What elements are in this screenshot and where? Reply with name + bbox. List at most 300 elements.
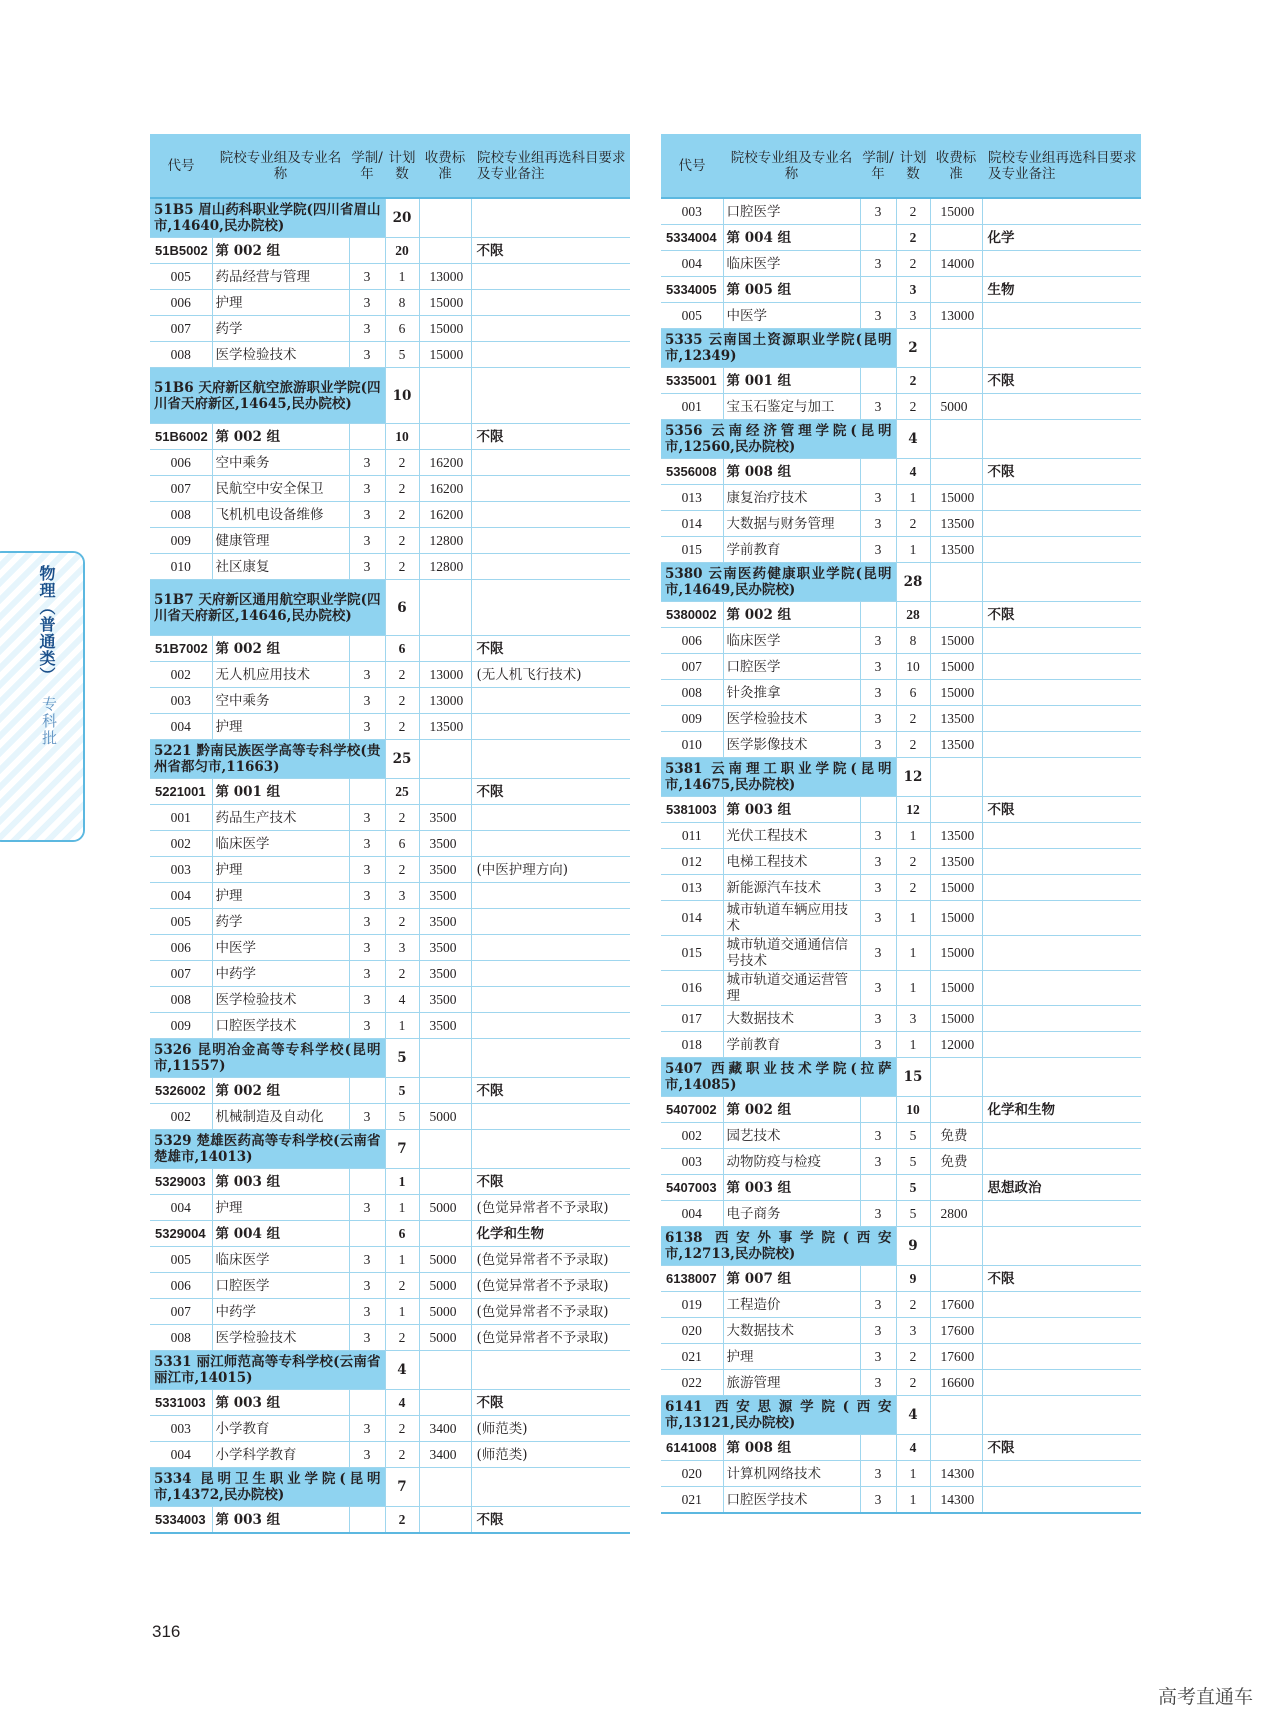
group-plan: 3 <box>896 277 930 303</box>
major-name: 药学 <box>212 909 349 935</box>
major-years: 3 <box>349 476 385 502</box>
major-plan: 2 <box>385 909 419 935</box>
major-code: 004 <box>150 714 212 740</box>
school-fee-empty <box>930 420 982 459</box>
school-fee-empty <box>930 758 982 797</box>
major-note <box>471 935 630 961</box>
major-years: 3 <box>349 1104 385 1130</box>
major-code: 009 <box>661 706 723 732</box>
school-name: 5334 昆明卫生职业学院(昆明市,14372,民办院校) <box>150 1468 385 1507</box>
school-row <box>150 1130 630 1169</box>
group-fee-empty <box>930 602 982 628</box>
group-plan: 9 <box>896 1266 930 1292</box>
group-name: 第 002 组 <box>212 1078 349 1104</box>
group-code: 51B6002 <box>150 424 212 450</box>
major-note <box>982 706 1141 732</box>
major-years: 3 <box>860 303 896 329</box>
school-row <box>661 420 1141 459</box>
left-admission-table <box>150 134 630 1534</box>
major-name: 大数据与财务管理 <box>723 511 860 537</box>
group-code: 6138007 <box>661 1266 723 1292</box>
side-tab-subject: 物理（普通类） <box>37 565 56 684</box>
major-code: 007 <box>150 476 212 502</box>
group-requirement: 思想政治 <box>982 1175 1141 1201</box>
major-name: 康复治疗技术 <box>723 485 860 511</box>
major-code: 006 <box>150 450 212 476</box>
group-requirement: 不限 <box>982 602 1141 628</box>
major-fee: 3400 <box>419 1442 471 1468</box>
major-code: 006 <box>150 1273 212 1299</box>
group-plan: 10 <box>896 1097 930 1123</box>
school-row <box>661 758 1141 797</box>
school-note-empty <box>471 580 630 636</box>
major-fee: 免费 <box>930 1149 982 1175</box>
major-plan: 2 <box>385 554 419 580</box>
group-requirement: 不限 <box>982 459 1141 485</box>
major-fee: 2800 <box>930 1201 982 1227</box>
major-note <box>982 198 1141 225</box>
group-name: 第 008 组 <box>723 1435 860 1461</box>
major-code: 006 <box>661 628 723 654</box>
major-name: 无人机应用技术 <box>212 662 349 688</box>
major-note <box>471 264 630 290</box>
school-fee-empty <box>930 1227 982 1266</box>
group-fee-empty <box>419 424 471 450</box>
major-code: 005 <box>150 264 212 290</box>
major-note <box>471 342 630 368</box>
major-note <box>471 831 630 857</box>
major-plan: 5 <box>896 1201 930 1227</box>
major-plan: 2 <box>896 732 930 758</box>
major-fee: 15000 <box>930 875 982 901</box>
major-plan: 6 <box>896 680 930 706</box>
major-code: 002 <box>150 1104 212 1130</box>
major-plan: 2 <box>896 511 930 537</box>
group-fee-empty <box>930 225 982 251</box>
major-note <box>982 1149 1141 1175</box>
school-name: 5326 昆明冶金高等专科学校(昆明市,11557) <box>150 1039 385 1078</box>
major-row <box>661 706 1141 732</box>
school-plan: 15 <box>896 1058 930 1097</box>
major-fee: 3500 <box>419 831 471 857</box>
school-name: 5380 云南医药健康职业学院(昆明市,14649,民办院校) <box>661 563 896 602</box>
group-row <box>150 1390 630 1416</box>
group-fee-empty <box>930 1097 982 1123</box>
group-fee-empty <box>419 1507 471 1534</box>
group-years-empty <box>349 1507 385 1534</box>
major-note <box>982 1201 1141 1227</box>
right-admission-table <box>661 134 1141 1514</box>
major-years: 3 <box>349 805 385 831</box>
group-code: 5381003 <box>661 797 723 823</box>
major-name: 飞机机电设备维修 <box>212 502 349 528</box>
major-row <box>150 316 630 342</box>
group-years-empty <box>349 1169 385 1195</box>
major-row <box>150 805 630 831</box>
major-plan: 4 <box>385 987 419 1013</box>
major-name: 计算机网络技术 <box>723 1461 860 1487</box>
major-name: 新能源汽车技术 <box>723 875 860 901</box>
major-name: 医学检验技术 <box>212 342 349 368</box>
major-name: 护理 <box>212 857 349 883</box>
group-years-empty <box>860 225 896 251</box>
major-row <box>661 823 1141 849</box>
major-name: 大数据技术 <box>723 1006 860 1032</box>
group-plan: 2 <box>896 225 930 251</box>
group-years-empty <box>349 636 385 662</box>
school-note-empty <box>982 1058 1141 1097</box>
major-years: 3 <box>349 961 385 987</box>
major-fee: 13500 <box>930 823 982 849</box>
major-plan: 2 <box>385 450 419 476</box>
major-years: 3 <box>349 909 385 935</box>
school-note-empty <box>471 1351 630 1390</box>
major-row <box>661 628 1141 654</box>
major-code: 013 <box>661 875 723 901</box>
major-note: (色觉异常者不予录取) <box>471 1195 630 1221</box>
major-years: 3 <box>349 714 385 740</box>
school-note-empty <box>982 1227 1141 1266</box>
major-name: 护理 <box>212 290 349 316</box>
major-row <box>661 654 1141 680</box>
major-row <box>150 1247 630 1273</box>
major-years: 3 <box>860 251 896 277</box>
group-name: 第 007 组 <box>723 1266 860 1292</box>
group-name: 第 003 组 <box>212 1169 349 1195</box>
major-fee: 15000 <box>930 901 982 936</box>
header-name: 院校专业组及专业名称 <box>723 134 860 198</box>
school-plan: 9 <box>896 1227 930 1266</box>
major-note <box>982 1370 1141 1396</box>
group-requirement: 不限 <box>982 368 1141 394</box>
major-fee: 15000 <box>930 1006 982 1032</box>
major-row <box>150 528 630 554</box>
major-name: 园艺技术 <box>723 1123 860 1149</box>
major-name: 口腔医学 <box>723 198 860 225</box>
major-plan: 2 <box>385 528 419 554</box>
major-plan: 2 <box>385 714 419 740</box>
major-fee: 14000 <box>930 251 982 277</box>
major-row <box>150 502 630 528</box>
group-code: 5329003 <box>150 1169 212 1195</box>
major-code: 007 <box>150 961 212 987</box>
major-row <box>150 714 630 740</box>
table-header <box>661 134 1141 198</box>
major-name: 光伏工程技术 <box>723 823 860 849</box>
group-plan: 4 <box>896 459 930 485</box>
major-code: 008 <box>150 987 212 1013</box>
major-note <box>982 654 1141 680</box>
major-code: 019 <box>661 1292 723 1318</box>
school-note-empty <box>471 198 630 238</box>
school-plan: 2 <box>896 329 930 368</box>
major-code: 018 <box>661 1032 723 1058</box>
major-years: 3 <box>860 971 896 1006</box>
group-code: 5407002 <box>661 1097 723 1123</box>
major-note: (无人机飞行技术) <box>471 662 630 688</box>
school-name: 5331 丽江师范高等专科学校(云南省丽江市,14015) <box>150 1351 385 1390</box>
major-fee: 13000 <box>930 303 982 329</box>
major-years: 3 <box>860 823 896 849</box>
major-fee: 16200 <box>419 450 471 476</box>
major-years: 3 <box>349 316 385 342</box>
major-years: 3 <box>860 654 896 680</box>
school-fee-empty <box>419 1039 471 1078</box>
major-note <box>471 528 630 554</box>
major-plan: 2 <box>896 1292 930 1318</box>
school-note-empty <box>982 1396 1141 1435</box>
major-code: 017 <box>661 1006 723 1032</box>
major-row <box>661 1292 1141 1318</box>
school-name: 5356 云南经济管理学院(昆明市,12560,民办院校) <box>661 420 896 459</box>
major-fee: 3500 <box>419 857 471 883</box>
group-years-empty <box>860 1435 896 1461</box>
major-code: 006 <box>150 935 212 961</box>
major-fee: 5000 <box>930 394 982 420</box>
major-plan: 2 <box>385 1416 419 1442</box>
group-fee-empty <box>930 1175 982 1201</box>
group-plan: 28 <box>896 602 930 628</box>
school-plan: 28 <box>896 563 930 602</box>
group-requirement: 不限 <box>982 797 1141 823</box>
school-plan: 7 <box>385 1468 419 1507</box>
major-row <box>661 537 1141 563</box>
major-row <box>150 1325 630 1351</box>
major-code: 008 <box>150 502 212 528</box>
header-fee: 收费标准 <box>419 134 471 198</box>
group-code: 51B7002 <box>150 636 212 662</box>
group-row <box>150 1078 630 1104</box>
major-name: 药学 <box>212 316 349 342</box>
major-row <box>661 1006 1141 1032</box>
major-fee: 3400 <box>419 1416 471 1442</box>
major-name: 健康管理 <box>212 528 349 554</box>
major-name: 口腔医学技术 <box>723 1487 860 1514</box>
major-plan: 8 <box>896 628 930 654</box>
major-plan: 2 <box>896 706 930 732</box>
major-name: 空中乘务 <box>212 450 349 476</box>
header-note: 院校专业组再选科目要求及专业备注 <box>471 134 630 198</box>
major-fee: 16600 <box>930 1370 982 1396</box>
major-years: 3 <box>349 502 385 528</box>
group-requirement: 不限 <box>471 1390 630 1416</box>
major-code: 022 <box>661 1370 723 1396</box>
major-name: 口腔医学 <box>723 654 860 680</box>
major-code: 007 <box>150 1299 212 1325</box>
group-fee-empty <box>419 1221 471 1247</box>
major-note <box>982 1318 1141 1344</box>
major-code: 003 <box>150 857 212 883</box>
major-name: 大数据技术 <box>723 1318 860 1344</box>
major-code: 009 <box>150 1013 212 1039</box>
group-requirement: 不限 <box>982 1266 1141 1292</box>
major-row <box>661 1201 1141 1227</box>
group-years-empty <box>349 238 385 264</box>
major-code: 001 <box>150 805 212 831</box>
group-plan: 2 <box>896 368 930 394</box>
major-name: 工程造价 <box>723 1292 860 1318</box>
major-row <box>661 971 1141 1006</box>
major-name: 医学检验技术 <box>212 1325 349 1351</box>
major-row <box>150 883 630 909</box>
group-row <box>661 797 1141 823</box>
major-row <box>150 688 630 714</box>
major-years: 3 <box>349 1325 385 1351</box>
major-code: 015 <box>661 936 723 971</box>
major-plan: 3 <box>385 935 419 961</box>
group-name: 第 003 组 <box>723 797 860 823</box>
major-code: 006 <box>150 290 212 316</box>
major-note <box>982 849 1141 875</box>
major-name: 动物防疫与检疫 <box>723 1149 860 1175</box>
group-row <box>661 1435 1141 1461</box>
major-code: 007 <box>661 654 723 680</box>
major-years: 3 <box>860 936 896 971</box>
major-fee: 3500 <box>419 961 471 987</box>
group-years-empty <box>349 779 385 805</box>
group-requirement: 不限 <box>471 1078 630 1104</box>
group-plan: 6 <box>385 1221 419 1247</box>
group-code: 5334004 <box>661 225 723 251</box>
major-fee: 15000 <box>930 971 982 1006</box>
major-name: 医学检验技术 <box>212 987 349 1013</box>
major-plan: 1 <box>385 1195 419 1221</box>
major-plan: 2 <box>385 688 419 714</box>
major-plan: 5 <box>385 1104 419 1130</box>
major-code: 005 <box>661 303 723 329</box>
group-fee-empty <box>419 636 471 662</box>
school-row <box>150 1468 630 1507</box>
major-code: 002 <box>150 831 212 857</box>
header-note: 院校专业组再选科目要求及专业备注 <box>982 134 1141 198</box>
header-code: 代号 <box>150 134 212 198</box>
major-code: 020 <box>661 1318 723 1344</box>
major-years: 3 <box>860 1123 896 1149</box>
major-code: 021 <box>661 1487 723 1514</box>
major-plan: 10 <box>896 654 930 680</box>
major-row <box>150 987 630 1013</box>
group-code: 5329004 <box>150 1221 212 1247</box>
major-note <box>471 714 630 740</box>
major-name: 中医学 <box>212 935 349 961</box>
major-years: 3 <box>349 1416 385 1442</box>
group-name: 第 003 组 <box>212 1390 349 1416</box>
major-code: 003 <box>661 1149 723 1175</box>
school-note-empty <box>982 758 1141 797</box>
major-row <box>661 875 1141 901</box>
group-years-empty <box>860 368 896 394</box>
major-name: 空中乘务 <box>212 688 349 714</box>
major-fee: 13500 <box>930 706 982 732</box>
major-row <box>661 1461 1141 1487</box>
major-years: 3 <box>349 528 385 554</box>
school-row <box>150 580 630 636</box>
major-fee: 15000 <box>930 936 982 971</box>
major-plan: 6 <box>385 316 419 342</box>
major-row <box>150 857 630 883</box>
group-row <box>150 779 630 805</box>
group-plan: 4 <box>385 1390 419 1416</box>
school-plan: 20 <box>385 198 419 238</box>
major-fee: 3500 <box>419 909 471 935</box>
group-years-empty <box>860 797 896 823</box>
group-code: 5334003 <box>150 1507 212 1534</box>
group-name: 第 002 组 <box>723 602 860 628</box>
group-row <box>150 238 630 264</box>
major-years: 3 <box>860 1006 896 1032</box>
group-name: 第 002 组 <box>723 1097 860 1123</box>
major-fee: 3500 <box>419 805 471 831</box>
major-note <box>982 485 1141 511</box>
group-code: 5221001 <box>150 779 212 805</box>
group-name: 第 001 组 <box>723 368 860 394</box>
group-requirement: 生物 <box>982 277 1141 303</box>
major-code: 004 <box>661 1201 723 1227</box>
major-fee: 16200 <box>419 502 471 528</box>
major-row <box>661 1370 1141 1396</box>
major-years: 3 <box>860 1461 896 1487</box>
major-plan: 3 <box>896 1006 930 1032</box>
major-years: 3 <box>349 1247 385 1273</box>
school-row <box>661 1058 1141 1097</box>
major-code: 014 <box>661 901 723 936</box>
major-code: 002 <box>661 1123 723 1149</box>
group-row <box>150 636 630 662</box>
major-row <box>150 264 630 290</box>
school-note-empty <box>982 420 1141 459</box>
school-fee-empty <box>930 329 982 368</box>
school-fee-empty <box>419 1468 471 1507</box>
major-code: 012 <box>661 849 723 875</box>
major-fee: 13500 <box>930 732 982 758</box>
major-name: 医学影像技术 <box>723 732 860 758</box>
major-note <box>471 883 630 909</box>
group-fee-empty <box>930 459 982 485</box>
page-number: 316 <box>152 1622 181 1641</box>
major-name: 学前教育 <box>723 537 860 563</box>
major-code: 008 <box>150 342 212 368</box>
major-plan: 8 <box>385 290 419 316</box>
major-row <box>150 1416 630 1442</box>
major-plan: 2 <box>385 857 419 883</box>
major-years: 3 <box>349 290 385 316</box>
group-name: 第 004 组 <box>212 1221 349 1247</box>
group-fee-empty <box>930 277 982 303</box>
group-years-empty <box>860 459 896 485</box>
major-note: (中医护理方向) <box>471 857 630 883</box>
major-years: 3 <box>860 1292 896 1318</box>
major-row <box>661 511 1141 537</box>
school-note-empty <box>471 368 630 424</box>
school-name: 51B5 眉山药科职业学院(四川省眉山市,14640,民办院校) <box>150 198 385 238</box>
school-fee-empty <box>419 368 471 424</box>
group-plan: 10 <box>385 424 419 450</box>
group-requirement: 不限 <box>471 779 630 805</box>
group-years-empty <box>349 1390 385 1416</box>
side-tab <box>0 551 85 842</box>
major-years: 3 <box>860 1344 896 1370</box>
major-name: 护理 <box>212 1195 349 1221</box>
major-name: 旅游管理 <box>723 1370 860 1396</box>
major-fee: 13000 <box>419 264 471 290</box>
group-fee-empty <box>419 1078 471 1104</box>
major-plan: 2 <box>896 251 930 277</box>
major-row <box>661 732 1141 758</box>
major-note <box>982 303 1141 329</box>
group-requirement: 化学 <box>982 225 1141 251</box>
major-note <box>982 901 1141 936</box>
group-name: 第 003 组 <box>212 1507 349 1534</box>
